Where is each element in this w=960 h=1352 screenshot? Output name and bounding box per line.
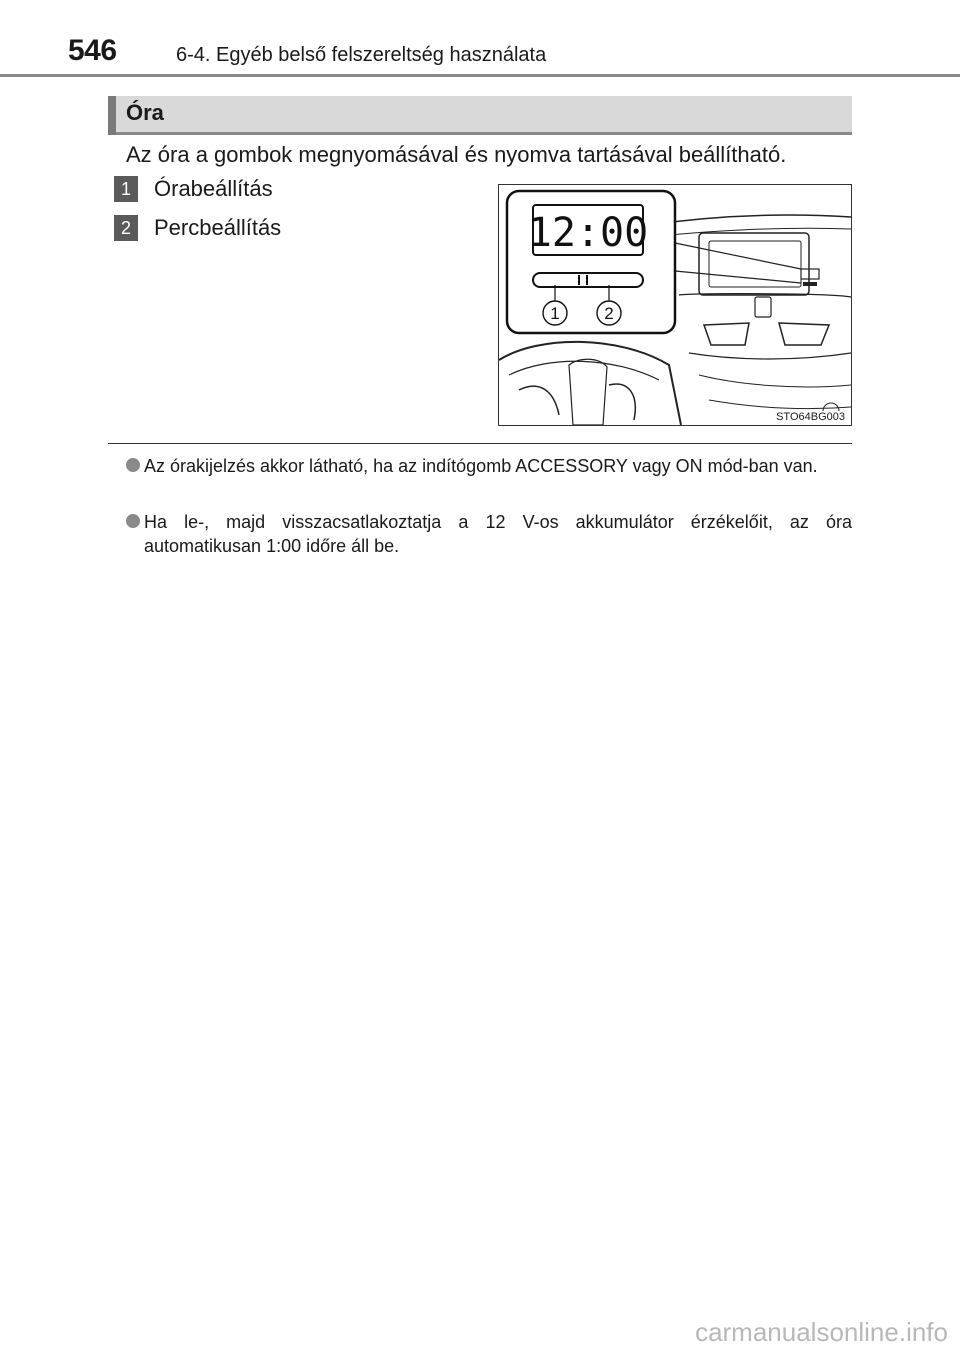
section-title: Óra xyxy=(126,100,164,125)
steering-wheel-rim xyxy=(499,342,681,425)
dashboard-drawing xyxy=(499,185,851,425)
note-text: Az órakijelzés akkor látható, ha az indítógomb ACCESSORY vagy ON mód-ban van. xyxy=(144,456,818,476)
chapter-title: 6-4. Egyéb belső felszereltség használata xyxy=(176,44,547,66)
section-intro: Az óra a gombok megnyomásával és nyomva tartásával beállítható. xyxy=(126,142,787,167)
step-item-1 xyxy=(114,176,273,202)
step-number-badge: 1 xyxy=(114,176,138,202)
console-switch xyxy=(755,297,771,317)
watermark: carmanualsonline.info xyxy=(695,1317,948,1347)
lower-dash-line xyxy=(699,375,851,387)
step-label: Órabeállítás xyxy=(154,176,273,201)
bullet-icon xyxy=(126,514,140,528)
callout-number-2: 2 xyxy=(604,304,614,323)
header-rule xyxy=(0,74,960,77)
section-accent xyxy=(108,96,116,135)
notes-rule xyxy=(108,443,852,444)
step-number-badge: 2 xyxy=(114,215,138,241)
steering-wheel-spoke-right xyxy=(609,384,635,420)
page-number: 546 xyxy=(68,34,117,67)
console-vent-left xyxy=(704,323,749,345)
bullet-icon xyxy=(126,458,140,472)
note-text: Ha le-, majd visszacsatlakoztatja a 12 V-os akkumulátor érzékelőit, az óra automatikusan 1:00 időre áll be. xyxy=(144,512,852,556)
step-item-2 xyxy=(114,215,281,241)
callout-number-1: 1 xyxy=(550,304,560,323)
console-vent-right xyxy=(779,323,829,345)
section-heading-bar xyxy=(108,96,852,135)
note-item-2 xyxy=(126,510,852,558)
steering-wheel-inner xyxy=(509,361,659,380)
clock-illustration xyxy=(498,184,852,426)
figure-code: STO64BG003 xyxy=(776,411,845,423)
clock-display-text: 12:00 xyxy=(527,210,649,256)
steering-wheel-spoke-left xyxy=(519,386,559,415)
dashboard-top-line xyxy=(649,215,851,225)
dash-clock-button xyxy=(803,282,817,286)
center-display xyxy=(699,233,809,295)
note-item-1 xyxy=(126,454,852,478)
console-lower-curve xyxy=(689,353,851,359)
step-label: Percbeállítás xyxy=(154,215,282,240)
lower-dash-line-2 xyxy=(709,400,851,409)
steering-wheel-hub xyxy=(569,359,607,425)
